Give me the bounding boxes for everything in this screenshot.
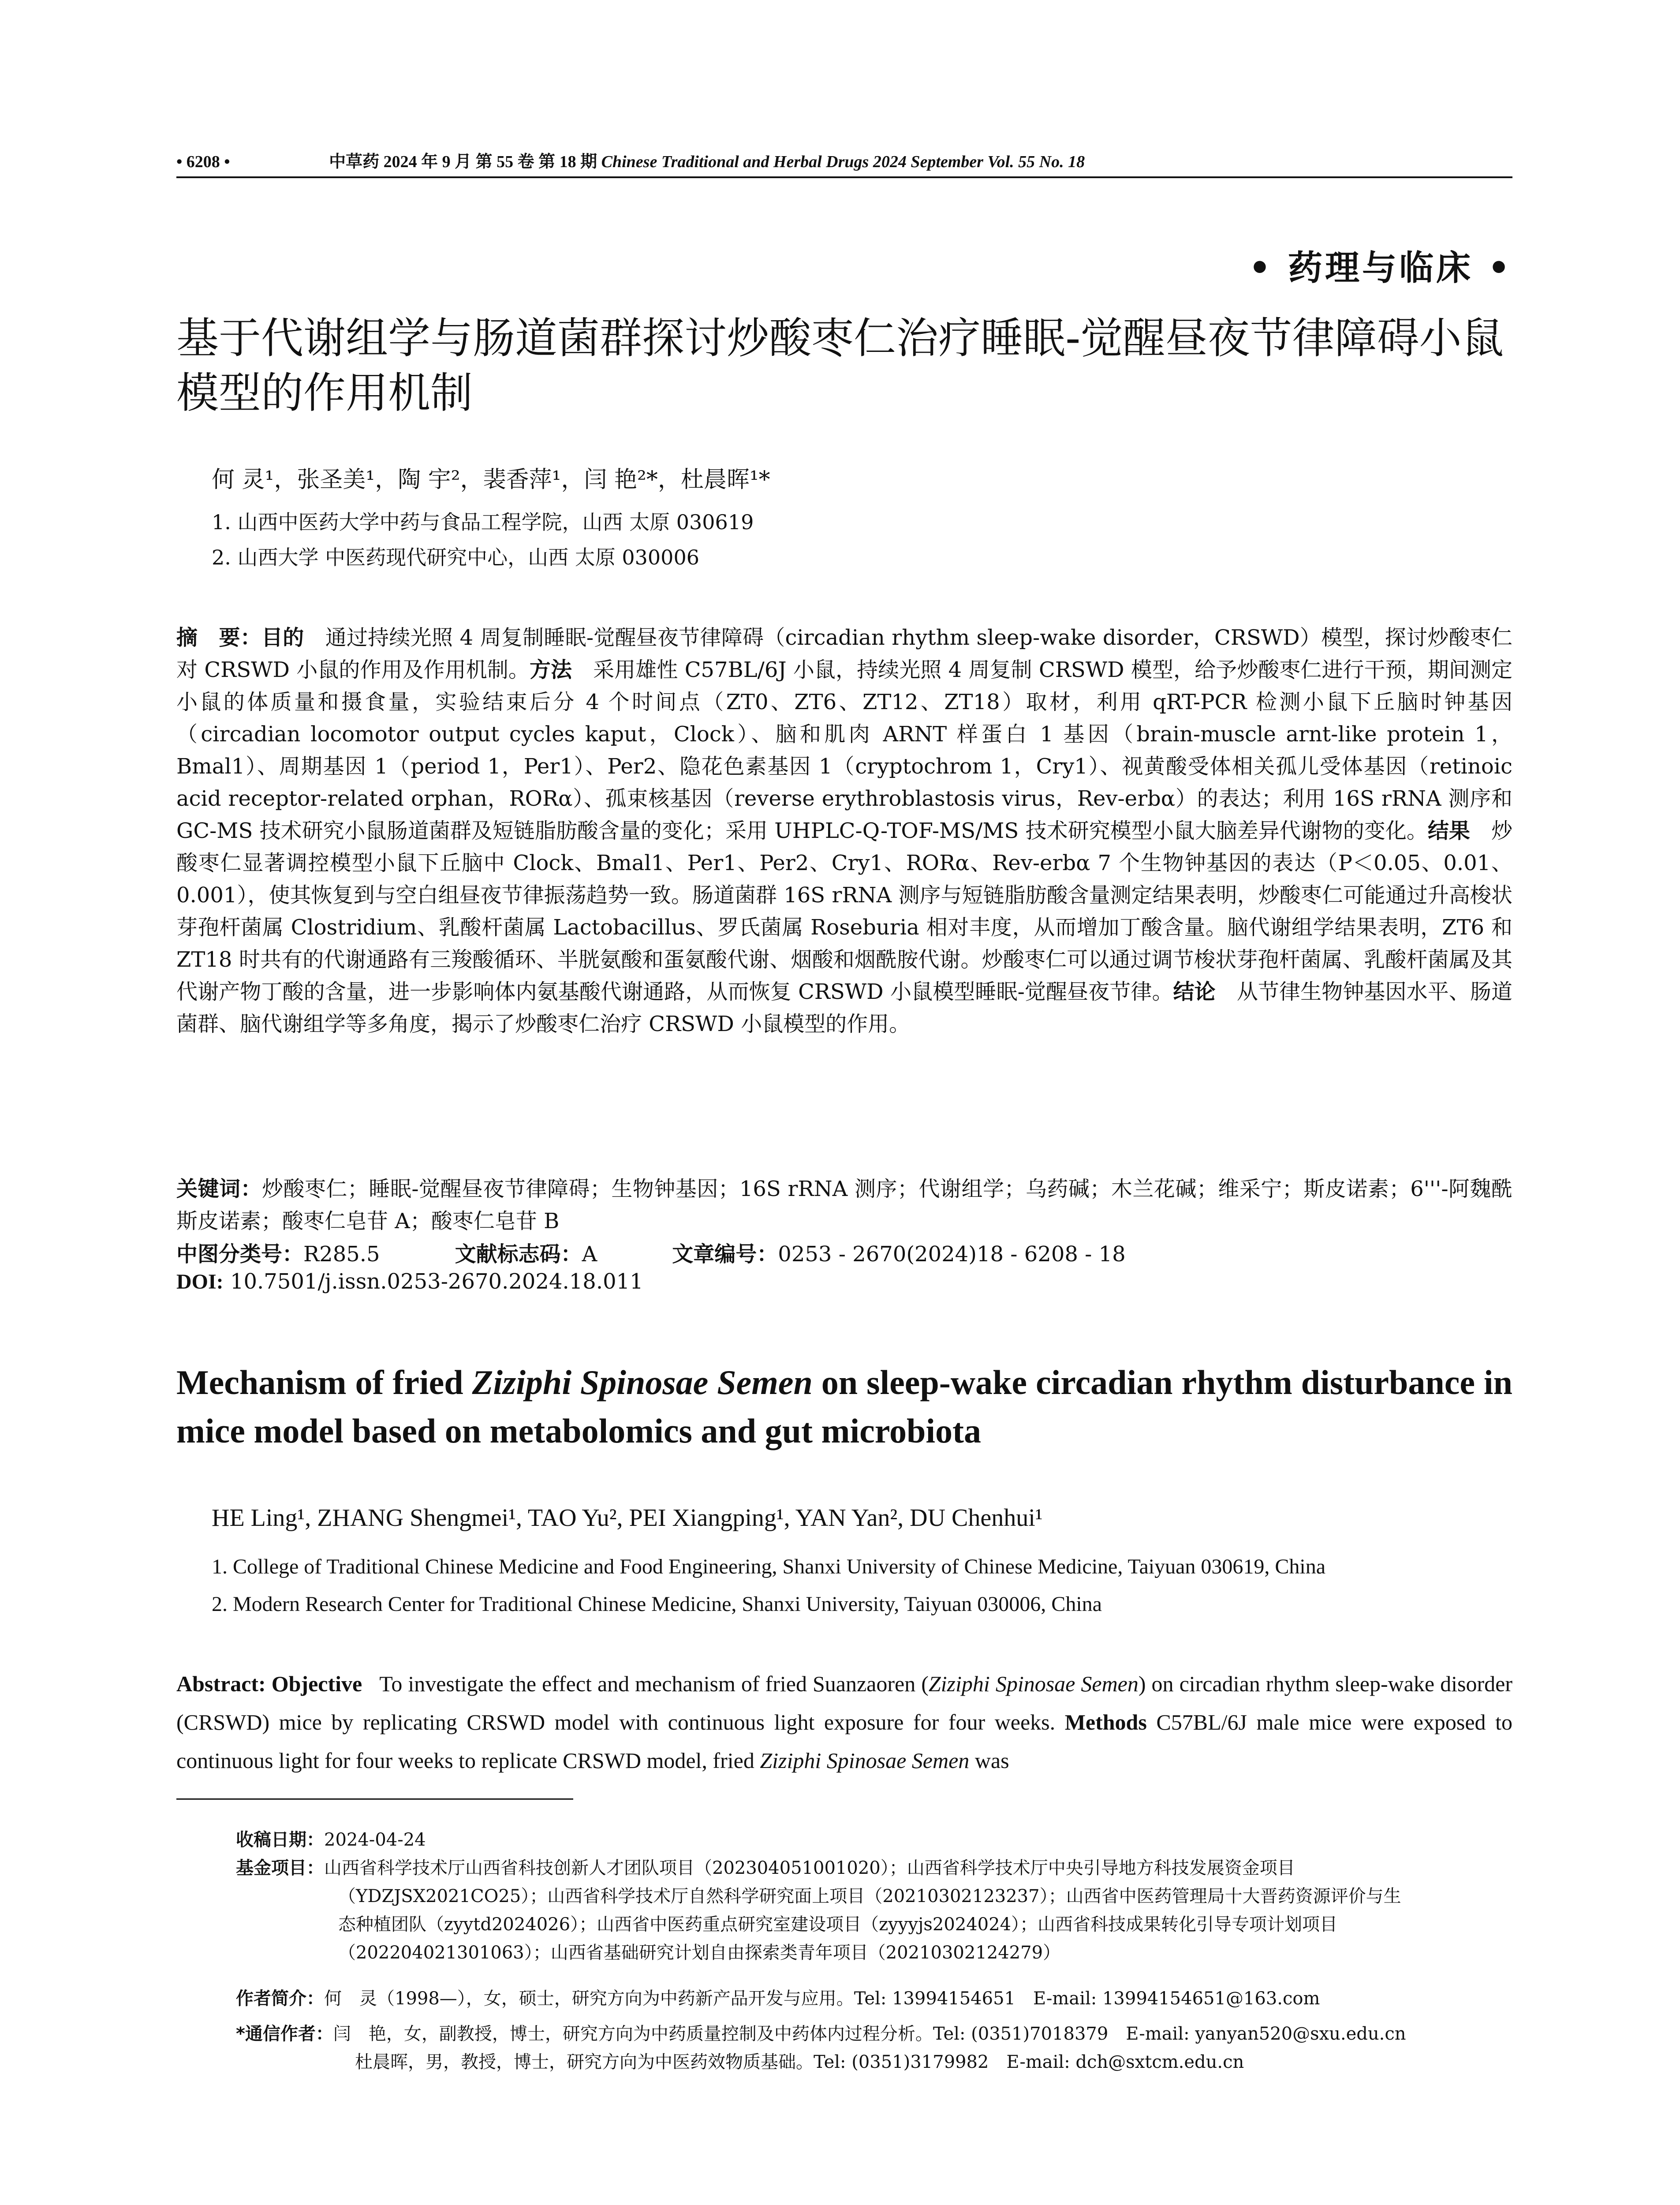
article-title-en — [176, 1358, 1512, 1455]
abstract-en-methods-italic: Ziziphi Spinosae Semen — [760, 1748, 970, 1773]
journal-name-cn: 中草药 2024 年 9 月 第 55 卷 第 18 期 — [329, 153, 597, 171]
results-text: 炒酸枣仁显著调控模型小鼠下丘脑中 Clock、Bmal1、Per1、Per2、Cry1、RORα、Rev-erbα 7 个生物钟基因的表达（P＜0.05、0.01、0.001），使其恢复到与空白组昼夜节律振荡趋势一致。肠道菌群 16S rRNA 测序与短链脂肪酸含量测定结果表明，炒酸枣仁可能通过升高梭状芽孢杆菌属 Clostridium、乳酸杆菌属 Lactobacillus、罗氏菌属 Roseburia 相对丰度，从而增加丁酸含量。脑代谢组学结果表明，ZT6 和 ZT18 时共有的代谢通路有三羧酸循环、半胱氨酸和蛋氨酸代谢、烟酸和烟酰胺代谢。炒酸枣仁可以通过调节梭状芽孢杆菌属、乳酸杆菌属及其代谢产物丁酸的含量，进一步影响体内氨基酸代谢通路，从而恢复 CRSWD 小鼠模型睡眠-觉醒昼夜节律。 — [176, 818, 1512, 1004]
article-title-cn: 基于代谢组学与肠道菌群探讨炒酸枣仁治疗睡眠-觉醒昼夜节律障碍小鼠模型的作用机制 — [176, 314, 1504, 418]
abstract-label: 摘 要： — [176, 625, 261, 650]
doc-code-label: 文献标志码： — [455, 1242, 582, 1267]
received-date: 2024-04-24 — [324, 1830, 426, 1850]
conclusion-text: 从节律生物钟基因水平、肠道菌群、脑代谢组学等多角度，揭示了炒酸枣仁治疗 CRSWD 小鼠模型的作用。 — [176, 979, 1512, 1036]
footnote-rule — [176, 1798, 573, 1800]
header-rule — [176, 176, 1512, 178]
abstract-cn — [176, 622, 1512, 1040]
page-number: • 6208 • — [176, 153, 230, 171]
article-number-label: 文章编号： — [672, 1242, 778, 1267]
affiliation-cn-2: 2. 山西大学 中医药现代研究中心，山西 太原 030006 — [212, 546, 699, 569]
doi-line — [176, 1269, 643, 1294]
section-label: • 药理与临床 • — [1248, 248, 1512, 288]
keywords-cn — [176, 1173, 1512, 1237]
journal-name-en: Chinese Traditional and Herbal Drugs 2024 September Vol. 55 No. 18 — [601, 153, 1085, 171]
keywords-text: 炒酸枣仁；睡眠-觉醒昼夜节律障碍；生物钟基因；16S rRNA 测序；代谢组学；乌药碱；木兰花碱；维采宁；斯皮诺素；6'''-阿魏酰斯皮诺素；酸枣仁皂苷 A；酸枣仁皂苷 B — [176, 1177, 1512, 1233]
bio-label: 作者简介： — [236, 1988, 324, 2009]
title-en-part1: Mechanism of fried — [176, 1363, 472, 1401]
fund-label: 基金项目： — [236, 1858, 324, 1878]
doi-label: DOI: — [176, 1270, 224, 1293]
footnote-fund — [236, 1854, 1512, 1967]
abstract-en-methods-b: was — [969, 1748, 1009, 1773]
footnote-received — [236, 1826, 1512, 1854]
methods-text: 采用雄性 C57BL/6J 小鼠，持续光照 4 周复制 CRSWD 模型，给予炒酸枣仁进行干预，期间测定小鼠的体质量和摄食量，实验结束后分 4 个时间点（ZT0、ZT6、ZT12、ZT18）取材，利用 qRT-PCR 检测小鼠下丘脑时钟基因（circadian locomotor output cycles kaput，Clock）、脑和肌肉 ARNT 样蛋白 1 基因（brain-muscle arnt-like protein 1，Bmal1）、周期基因 1（period 1，Per1）、Per2、隐花色素基因 1（cryptochrom 1，Cry1）、视黄酸受体相关孤儿受体基因（retinoic acid receptor-related orphan，RORα）、孤束核基因（reverse erythroblastosis virus，Rev-erbα）的表达；利用 16S rRNA 测序和 GC-MS 技术研究小鼠肠道菌群及短链脂肪酸含量的变化；采用 UHPLC-Q-TOF-MS/MS 技术研究模型小鼠大脑差异代谢物的变化。 — [176, 658, 1512, 843]
corr-label: *通信作者： — [236, 2024, 333, 2044]
objective-text: 通过持续光照 4 周复制睡眠-觉醒昼夜节律障碍（circadian rhythm sleep-wake disorder，CRSWD）模型，探讨炒酸枣仁对 CRSWD 小鼠的作用及作用机制。 — [176, 625, 1512, 682]
affiliation-cn-1: 1. 山西中医药大学中药与食品工程学院，山西 太原 030619 — [212, 510, 754, 534]
authors-cn: 何 灵¹，张圣美¹，陶 宇²，裴香萍¹，闫 艳²*，杜晨晖¹* — [212, 467, 770, 493]
abstract-en-methods-a: C57BL/6J male mice were exposed to continuous light for four weeks to replicate CRSWD model, fried — [176, 1710, 1512, 1773]
fund-line: 态种植团队（zyytd2024026）；山西省中医药重点研究室建设项目（zyyyjs2024024）；山西省科技成果转化引导专项计划项目 — [338, 1914, 1338, 1935]
affiliation-en-1: 1. College of Traditional Chinese Medicine and Food Engineering, Shanxi University of Chinese Medicine, Taiyuan 030619, China — [212, 1555, 1326, 1578]
doi-value: 10.7501/j.issn.0253-2670.2024.18.011 — [230, 1269, 643, 1294]
abstract-en-label: Abstract: Objective — [176, 1671, 362, 1696]
corr-line: 闫 艳，女，副教授，博士，研究方向为中药质量控制及中药体内过程分析。Tel: (0351)7018379 E-mail: yanyan520@sxu.edu.cn — [333, 2024, 1406, 2044]
footnote-correspondence — [236, 2020, 1512, 2076]
doc-code-value: A — [582, 1242, 597, 1267]
corr-line: 杜晨晖，男，教授，博士，研究方向为中医药效物质基础。Tel: (0351)3179982 E-mail: dch@sxtcm.edu.cn — [355, 2052, 1244, 2072]
fund-line: （202204021301063）；山西省基础研究计划自由探索类青年项目（20210302124279） — [338, 1943, 1061, 1963]
abstract-en-objective-b: ) on circadian rhythm sleep-wake disorder (CRSWD) mice by replicating CRSWD model with continuous light exposure for four weeks. — [176, 1671, 1512, 1734]
objective-label: 目的 — [261, 625, 304, 650]
footnote-bio — [236, 1984, 1512, 2013]
authors-en: HE Ling¹, ZHANG Shengmei¹, TAO Yu², PEI Xiangping¹, YAN Yan², DU Chenhui¹ — [212, 1504, 1043, 1532]
article-number-value: 0253 - 2670(2024)18 - 6208 - 18 — [778, 1242, 1126, 1267]
affiliation-en-2: 2. Modern Research Center for Traditional Chinese Medicine, Shanxi University, Taiyuan 030006, China — [212, 1592, 1102, 1616]
clc-label: 中图分类号： — [176, 1242, 304, 1267]
conclusion-label: 结论 — [1173, 979, 1216, 1004]
keywords-label: 关键词： — [176, 1177, 262, 1201]
abstract-en-methods-label: Methods — [1064, 1710, 1147, 1734]
clc-value: R285.5 — [303, 1242, 380, 1267]
title-en-italic: Ziziphi Spinosae Semen — [472, 1363, 813, 1401]
abstract-en — [176, 1665, 1512, 1780]
classification-line — [176, 1237, 1126, 1267]
methods-label: 方法 — [529, 658, 572, 682]
title-en-part2: on sleep-wake circadian rhythm disturbance in mice model based on metabolomics and gut microbiota — [176, 1363, 1512, 1450]
received-label: 收稿日期： — [236, 1830, 324, 1850]
fund-line: （YDZJSX2021CO25）；山西省科学技术厅自然科学研究面上项目（20210302123237）；山西省中医药管理局十大晋药资源评价与生 — [338, 1886, 1401, 1906]
abstract-en-objective-a: To investigate the effect and mechanism of fried Suanzaoren ( — [379, 1671, 929, 1696]
running-header — [176, 148, 1512, 172]
fund-line: 山西省科学技术厅山西省科技创新人才团队项目（202304051001020）；山西省科学技术厅中央引导地方科技发展资金项目 — [324, 1858, 1295, 1878]
abstract-en-objective-italic: Ziziphi Spinosae Semen — [928, 1671, 1139, 1696]
bio-text: 何 灵（1998—），女，硕士，研究方向为中药新产品开发与应用。Tel: 13994154651 E-mail: 13994154651@163.com — [324, 1988, 1320, 2009]
results-label: 结果 — [1427, 818, 1470, 843]
